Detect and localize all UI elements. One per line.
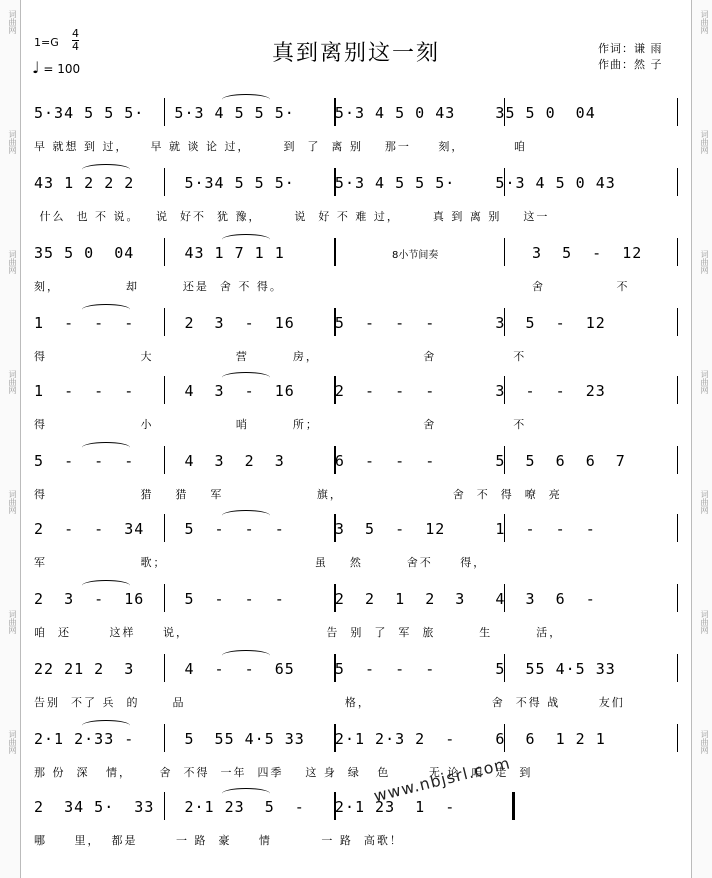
note-line: 22 21 2 3 4 - - 65 5 - - - 5 55 4·5 33 <box>34 660 616 678</box>
watermark-left-1: 词曲网 <box>8 10 17 34</box>
bar-line <box>164 792 165 820</box>
bar-line <box>677 446 678 474</box>
bar-line <box>334 584 336 612</box>
song-title: 真到离别这一刻 <box>271 41 440 66</box>
slur-arc <box>222 788 270 799</box>
bar-line <box>677 584 678 612</box>
quarter-note-icon: ♩ <box>32 58 40 77</box>
slur-arc <box>82 720 130 731</box>
slur-arc <box>222 372 270 383</box>
note-line: 5 - - - 4 3 2 3 6 - - - 5 5 6 6 7 <box>34 452 626 470</box>
bar-line <box>164 168 165 196</box>
slur-arc <box>222 234 270 245</box>
watermark-left-2: 词曲网 <box>8 130 17 154</box>
bar-line <box>504 446 505 474</box>
bar-line <box>334 168 336 196</box>
bar-line <box>504 98 505 126</box>
bar-line <box>334 724 336 752</box>
watermark-left-4: 词曲网 <box>8 370 17 394</box>
slur-arc <box>82 442 130 453</box>
bar-line <box>334 308 336 336</box>
slur-arc <box>222 510 270 521</box>
bar-line <box>164 446 165 474</box>
bar-line <box>334 376 336 404</box>
bar-line <box>677 308 678 336</box>
bar-line <box>334 514 336 542</box>
slur-arc <box>82 304 130 315</box>
note-line-right: 3 5 - 12 <box>532 244 643 262</box>
bar-line <box>504 168 505 196</box>
note-line: 2 34 5· 33 2·1 23 5 - 2·1 23 1 - <box>34 798 456 816</box>
interlude-label: 8小节间奏 <box>392 250 439 261</box>
bar-line <box>164 98 165 126</box>
lyric-line: 那 份 深 情， 舍 不得 一年 四季 这 身 绿 色 无 论 咱 走 到 <box>34 766 533 779</box>
lyric-line-right: 舍 不 <box>532 280 630 293</box>
note-line: 5·34 5 5 5· 5·3 4 5 5 5· 5·3 4 5 0 43 35 5 0 04 <box>34 104 596 122</box>
bar-line <box>677 724 678 752</box>
bar-line <box>504 514 505 542</box>
watermark-left-5: 词曲网 <box>8 490 17 514</box>
bar-line <box>334 98 336 126</box>
time-signature-top: 4 <box>72 27 79 40</box>
composer-credit: 作曲：然 子 <box>598 58 663 71</box>
bar-line <box>677 238 678 266</box>
left-margin-strip <box>0 0 21 878</box>
bar-line <box>164 724 165 752</box>
slur-arc <box>222 650 270 661</box>
bar-line <box>164 376 165 404</box>
watermark-right-1: 词曲网 <box>700 10 709 34</box>
bar-line <box>504 238 505 266</box>
lyric-line: 军 歌； 虽 然 舍不 得， <box>34 556 487 569</box>
bar-line <box>677 514 678 542</box>
lyric-line: 早 就想 到 过， 早 就 谈 论 过， 到 了 离 别 那一 刻， 咱 <box>34 140 527 153</box>
bar-line <box>164 238 165 266</box>
note-line: 1 - - - 2 3 - 16 5 - - - 3 5 - 12 <box>34 314 606 332</box>
lyric-line: 咱 还 这样 说， 告 别 了 军 旅 生 活， <box>34 626 563 639</box>
bar-line <box>677 98 678 126</box>
lyric-line: 什么 也 不 说。 说 好不 犹 豫， 说 好 不 难 过， 真 到 离 别 这一 <box>34 210 550 223</box>
bar-line <box>334 654 336 682</box>
bar-line <box>677 654 678 682</box>
score-page <box>22 0 690 878</box>
watermark-right-2: 词曲网 <box>700 130 709 154</box>
lyric-line: 得 大 营 房， 舍 不 <box>34 350 527 363</box>
bar-line <box>677 168 678 196</box>
lyric-line: 刻， 却 还是 舍 不 得。 <box>34 280 283 293</box>
watermark-left-7: 词曲网 <box>8 730 17 754</box>
bar-line <box>334 238 336 266</box>
slur-arc <box>82 164 130 175</box>
lyric-line: 哪 里， 都是 一 路 豪 情 一 路 高歌！ <box>34 834 403 847</box>
note-line: 2·1 2·33 - 5 55 4·5 33 2·1 2·3 2 - 6 6 1 2 1 <box>34 730 606 748</box>
time-signature-bottom: 4 <box>72 40 79 53</box>
bar-line <box>504 584 505 612</box>
bar-line <box>504 654 505 682</box>
note-line: 2 3 - 16 5 - - - 2 2 1 2 3 4 3 6 - <box>34 590 596 608</box>
bar-line <box>504 308 505 336</box>
slur-arc <box>222 94 270 105</box>
bar-line <box>334 446 336 474</box>
bar-line <box>504 724 505 752</box>
watermark-right-4: 词曲网 <box>700 370 709 394</box>
lyric-line: 得 小 哨 所； 舍 不 <box>34 418 527 431</box>
watermark-right-5: 词曲网 <box>700 490 709 514</box>
watermark-right-3: 词曲网 <box>700 250 709 274</box>
bar-line <box>334 792 336 820</box>
lyric-line: 告别 不了 兵 的 品 格， 舍 不得 战 友们 <box>34 696 625 709</box>
lyricist-credit: 作词：谦 雨 <box>598 42 663 55</box>
bar-line <box>164 514 165 542</box>
bar-line <box>677 376 678 404</box>
slur-arc <box>82 580 130 591</box>
bar-line <box>512 792 515 820</box>
tempo-value: = 100 <box>43 62 81 76</box>
bar-line <box>164 584 165 612</box>
watermark-right-6: 词曲网 <box>700 610 709 634</box>
lyric-line: 得 猎 猎 军 旗， 舍 不 得 嘹 亮 <box>34 488 562 501</box>
note-line: 43 1 2 2 2 5·34 5 5 5· 5·3 4 5 5 5· 5·3 4 5 0 43 <box>34 174 616 192</box>
note-line: 2 - - 34 5 - - - 3 5 - 12 1 - - - <box>34 520 596 538</box>
website-watermark: www.nbjsrl.com <box>371 753 513 806</box>
bar-line <box>164 308 165 336</box>
key-signature: 1=G <box>34 36 59 49</box>
watermark-left-3: 词曲网 <box>8 250 17 274</box>
bar-line <box>164 654 165 682</box>
bar-line <box>504 376 505 404</box>
note-line: 35 5 0 04 43 1 7 1 1 <box>34 244 285 262</box>
right-margin-strip <box>691 0 712 878</box>
watermark-right-7: 词曲网 <box>700 730 709 754</box>
note-line: 1 - - - 4 3 - 16 2 - - - 3 - - 23 <box>34 382 606 400</box>
watermark-left-6: 词曲网 <box>8 610 17 634</box>
